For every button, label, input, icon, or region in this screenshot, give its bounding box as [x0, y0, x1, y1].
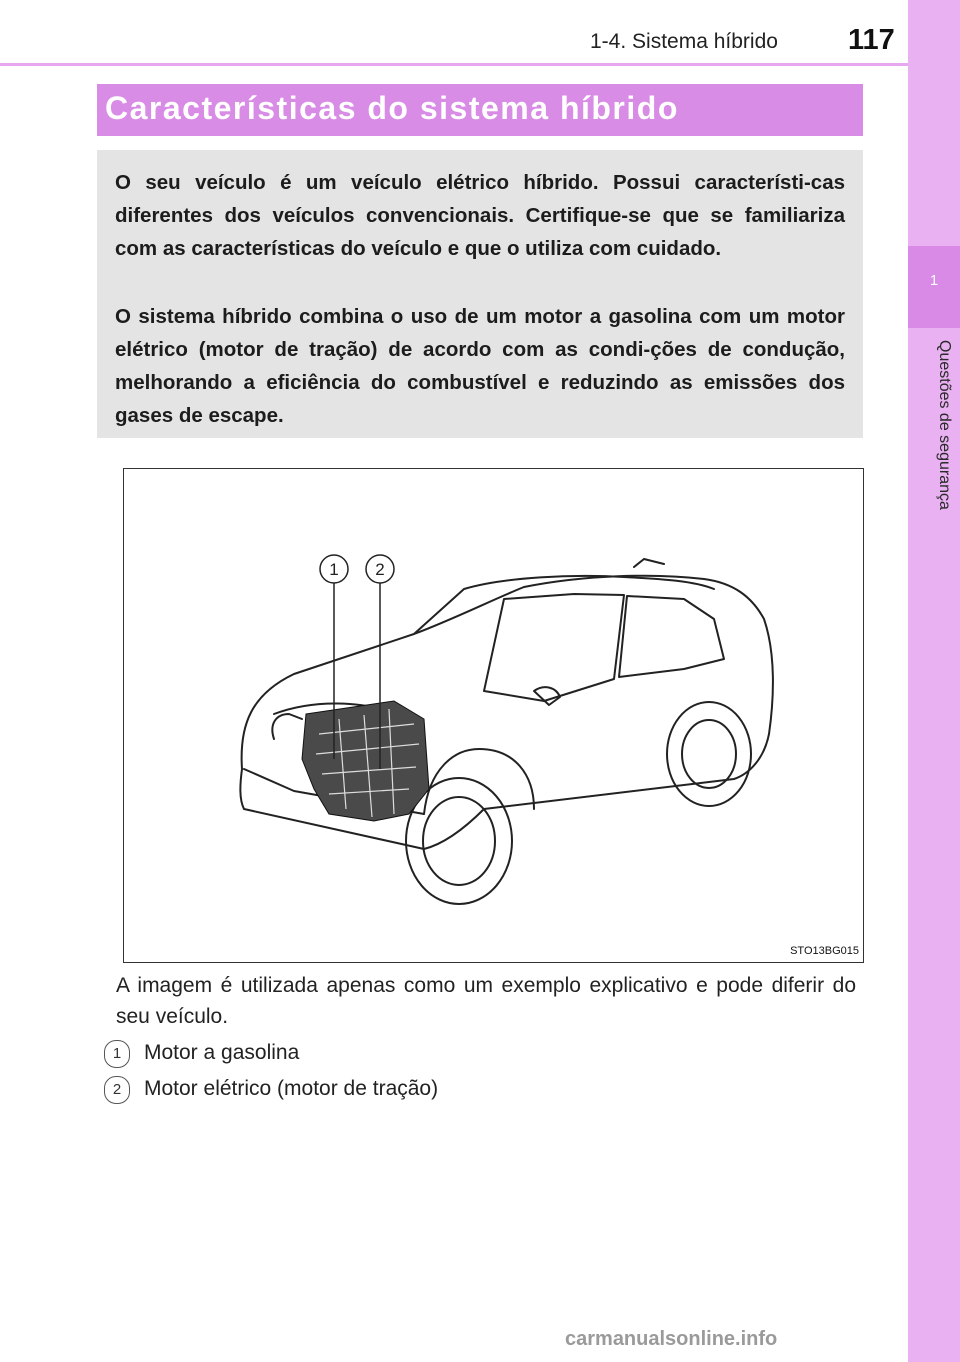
car-drawing: [124, 469, 863, 962]
vehicle-illustration: [123, 468, 864, 963]
intro-paragraph-1: O seu veículo é um veículo elétrico híbrido. Possui característi-cas diferentes dos veículos convencionais. Certifique-se que se familiariza com as características do veículo e que o utiliza com cuidado.: [115, 171, 845, 260]
page-title: Características do sistema híbrido: [105, 90, 679, 126]
intro-box: [97, 150, 863, 438]
chapter-number-tab[interactable]: [908, 246, 960, 328]
chapter-side-tab: [908, 0, 960, 1362]
legend-number-badge: 2: [104, 1076, 130, 1104]
callout-2: 2: [375, 560, 385, 579]
page-title-bar: [97, 84, 863, 136]
page-number: 117: [848, 24, 895, 56]
section-title: 1-4. Sistema híbrido: [590, 30, 778, 53]
intro-paragraph-2: O sistema híbrido combina o uso de um motor a gasolina com um motor elétrico (motor de tração) de acordo com as condi-ções de condução, melhorando a eficiência do combustível e reduzindo as emissões dos gases de escape.: [115, 305, 845, 427]
figure-code: STO13BG015: [790, 945, 859, 957]
chapter-title-vertical: Questões de segurança: [936, 340, 953, 510]
header-rule: [0, 63, 908, 66]
legend-label: Motor elétrico (motor de tração): [144, 1077, 439, 1100]
watermark: carmanualsonline.info: [565, 1328, 778, 1350]
figure-caption: A imagem é utilizada apenas como um exemplo explicativo e pode diferir do seu veículo.: [116, 974, 856, 1028]
legend-label: Motor a gasolina: [144, 1041, 300, 1064]
legend-number-badge: 1: [104, 1040, 130, 1068]
chapter-number: 1: [929, 272, 939, 289]
callout-1: 1: [329, 560, 339, 579]
